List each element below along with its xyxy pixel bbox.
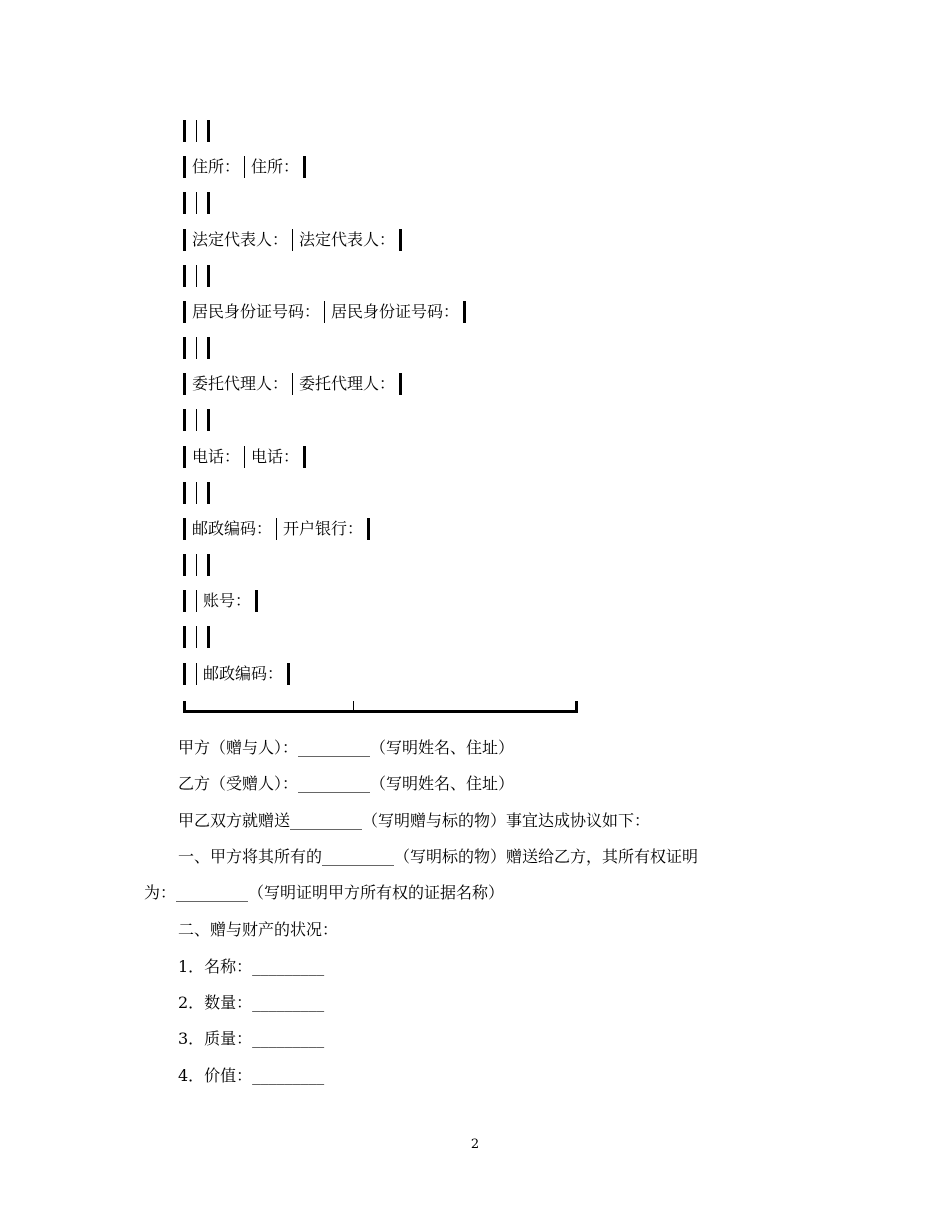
table-cell-right: 开户银行： bbox=[283, 519, 364, 538]
table-row bbox=[183, 192, 210, 214]
table-cell-left: 邮政编码： bbox=[192, 519, 273, 538]
agreement-intro: 甲乙双方就赠送_________（写明赠与标的物）事宜达成协议如下： bbox=[178, 811, 651, 830]
list-item-name: 1．名称：_________ bbox=[178, 957, 325, 976]
table-cell-left: 电话： bbox=[192, 447, 241, 466]
table-row bbox=[183, 482, 210, 504]
list-item-quantity: 2．数量：_________ bbox=[178, 993, 325, 1012]
table-cell-left: 委托代理人： bbox=[192, 374, 289, 393]
table-cell-right: 账号： bbox=[203, 591, 252, 610]
table-cell-right: 法定代表人： bbox=[299, 230, 396, 249]
party-a-line: 甲方（赠与人）：_________（写明姓名、住址） bbox=[178, 738, 515, 757]
table-row bbox=[183, 120, 210, 142]
page-number: 2 bbox=[470, 1137, 480, 1152]
table-row bbox=[183, 409, 210, 431]
table-row bbox=[183, 265, 210, 287]
table-row bbox=[183, 590, 258, 612]
table-row bbox=[183, 373, 402, 395]
table-cell-right: 电话： bbox=[251, 447, 300, 466]
clause-one-line2: 为：_________（写明证明甲方所有权的证据名称） bbox=[144, 883, 505, 902]
list-item-quality: 3．质量：_________ bbox=[178, 1029, 325, 1048]
table-row bbox=[183, 554, 210, 576]
table-cell-left: 住所： bbox=[192, 157, 241, 176]
list-item-value: 4．价值：_________ bbox=[178, 1066, 325, 1085]
table-bottom-border bbox=[183, 701, 578, 713]
table-row bbox=[183, 156, 306, 178]
party-b-line: 乙方（受赠人）：_________（写明姓名、住址） bbox=[178, 774, 515, 793]
table-cell-left: 居民身份证号码： bbox=[192, 302, 321, 321]
table-row bbox=[183, 229, 402, 251]
table-cell-right: 委托代理人： bbox=[299, 374, 396, 393]
table-row bbox=[183, 301, 466, 323]
table-cell-right: 居民身份证号码： bbox=[331, 302, 460, 321]
clause-two-heading: 二、赠与财产的状况： bbox=[178, 920, 339, 939]
clause-one-line1: 一、甲方将其所有的_________（写明标的物）赠送给乙方，其所有权证明 bbox=[178, 847, 699, 866]
table-row bbox=[183, 626, 210, 648]
table-cell-left: 法定代表人： bbox=[192, 230, 289, 249]
table-row bbox=[183, 518, 370, 540]
table-row bbox=[183, 337, 210, 359]
table-cell-right: 住所： bbox=[251, 157, 300, 176]
table-cell-right: 邮政编码： bbox=[203, 664, 284, 683]
table-row bbox=[183, 446, 306, 468]
table-row bbox=[183, 663, 290, 685]
